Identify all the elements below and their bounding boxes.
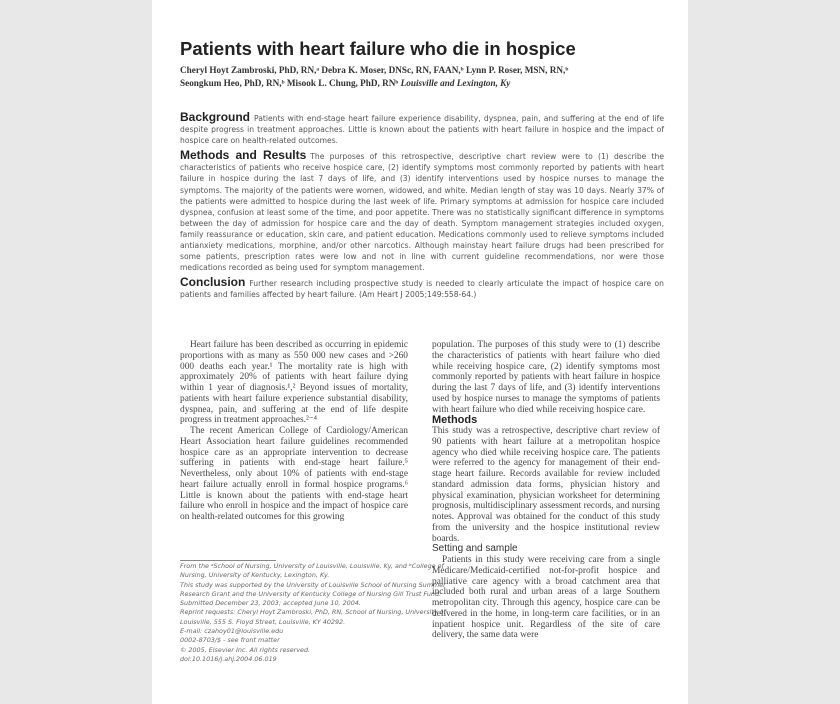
footnote-line: Research Grant and the University of Kentucky College of Nursing Gill Trust Fund. xyxy=(180,589,442,598)
background-text: Patients with end-stage heart failure experience disability, dyspnea, pain, and suffering at the end of life despite progress in treatment approaches. Little is known about the patients with heart failure in hospice and the impact of hospice care on health-related outcomes. xyxy=(180,114,664,146)
footnote-line: Nursing, University of Kentucky, Lexington, Ky. xyxy=(180,571,330,580)
methods-results-heading: Methods and Results xyxy=(180,148,307,163)
footnote-line: Reprint requests: Cheryl Hoyt Zambroski, PhD, RN, School of Nursing, University of xyxy=(180,608,446,617)
conclusion-heading: Conclusion xyxy=(180,275,246,290)
paper-title: Patients with heart failure who die in hospice xyxy=(180,38,576,59)
intro-paragraph-1: Heart failure has been described as occurring in epidemic proportions with as many as 550 000 new cases and >260 000 deaths each year.¹ The mortality rate is high with approximately 20% of patients with heart failure dying within 1 year of diagnosis.¹,² Beyond issues of mortality, patients with heart failure experience substantial disability, dyspnea, pain, and suffering at the end of life despite progress in treatment approaches.²⁻⁴ xyxy=(180,340,408,426)
footnote-line: Louisville, 555 S. Floyd Street, Louisville, KY 40292. xyxy=(180,617,346,626)
body-column-right xyxy=(432,340,660,641)
methods-paragraph: This study was a retrospective, descriptive chart review of 90 patients with heart failure at a metropolitan hospice agency who died while receiving hospice care. The patients were referred to the agency for management of their end-stage heart failure. Records available for review included standard admission data forms, physician history and physical examination, physician worksheet for determining prognosis, multidisciplinary assessment records, and nursing notes. Approval was obtained for the conduct of this study from the university and the hospice institutional review boards. xyxy=(432,426,660,544)
abstract-methods xyxy=(180,150,664,273)
methods-results-text: The purposes of this retrospective, descriptive chart review were to (1) describe the characteristics of patients who receive hospice care, (2) identify symptoms most commonly reported by patients with heart failure in hospice during the last 7 days of life, and (3) identify interventions used by hospice nurses to manage the symptoms. The majority of the patients were women, widowed, and white. Median length of stay was 10 days. Nearly 37% of the patients were admitted to hospice during the last week of life. Primary symptoms at admission for hospice care included dyspnea, confusion at least some of the time, and poor appetite. There was no statistically significant difference in symptoms between the day of admission for hospice care and the day of death. Symptom management strategies included oxygen, family reassurance or education, skin care, and patient education. Medications commonly used to relieve symptoms included antianxiety medications, morphine, and/or other narcotics. Although mainstay heart failure drugs had been prescribed for some patients, prescription rates were low and not in line with current guideline recommendations, nor were those medications recorded as being used for symptom management. xyxy=(180,152,664,273)
abstract-conclusion xyxy=(180,277,664,300)
setting-subsection-heading: Setting and sample xyxy=(432,543,518,555)
authors-names: Seongkum Heo, PhD, RN,ᵇ Misook L. Chung, PhD, RNᵇ xyxy=(180,78,399,88)
abstract xyxy=(180,112,664,305)
footnote-line: 0002-8703/$ - see front matter xyxy=(180,636,280,645)
abstract-background xyxy=(180,112,664,146)
body-column-left xyxy=(180,340,408,523)
authors-line-2 xyxy=(180,77,660,90)
footnote-divider xyxy=(180,560,276,561)
setting-paragraph: Patients in this study were receiving care from a single Medicare/Medicaid-certified not-for-profit hospice and palliative care agency with a broad catchment area that included both rural and urban areas of a large Southern metropolitan city. Through this agency, hospice care can be delivered in the home, in long-term care facilities, or in an inpatient hospice unit. Regardless of the site of care delivery, the same data were xyxy=(432,555,660,641)
authors-affiliation: Louisville and Lexington, Ky xyxy=(400,78,511,88)
authors-line-1: Cheryl Hoyt Zambroski, PhD, RN,ᵃ Debra K. Moser, DNSc, RN, FAAN,ᵇ Lynn P. Roser, MSN, RN,ᵇ xyxy=(180,65,569,75)
intro-paragraph-3: population. The purposes of this study were to (1) describe the characteristics of patients with heart failure who died while receiving hospice care, (2) identify symptoms most commonly reported by patients with heart failure in hospice during the last 7 days of life, and (3) identify interventions used by hospice nurses to manage the symptoms of patients with heart failure who died while receiving hospice care. xyxy=(432,340,660,415)
footnotes xyxy=(180,562,446,664)
footnote-line: From the ᵃSchool of Nursing, University of Louisville, Louisville, Ky, and ᵇCollege of xyxy=(180,562,444,570)
paper-page xyxy=(152,0,688,704)
footnote-line: doi:10.1016/j.ahj.2004.06.019 xyxy=(180,654,277,663)
conclusion-text: Further research including prospective study is needed to clearly articulate the impact of hospice care on patients and families affected by heart failure. (Am Heart J 2005;149:558-64.) xyxy=(180,279,664,300)
footnote-line: E-mail: czahoy01@louisville.edu xyxy=(180,627,284,636)
footnote-line: This study was supported by the University of Louisville School of Nursing Summer xyxy=(180,580,446,589)
author-list xyxy=(180,64,660,90)
footnote-line: Submitted December 23, 2003; accepted June 10, 2004. xyxy=(180,599,361,608)
methods-section-heading: Methods xyxy=(432,414,478,427)
intro-paragraph-2: The recent American College of Cardiology/American Heart Association heart failure guidelines recommended hospice care as an appropriate intervention to decrease suffering in patients with end-stage heart failure.⁵ Nevertheless, only about 10% of patients with end-stage heart failure actually enroll in formal hospice programs.⁶ Little is known about the patients with end-stage heart failure who enroll in hospice and the impact of hospice care on health-related outcomes for this growing xyxy=(180,426,408,522)
background-heading: Background xyxy=(180,110,251,124)
footnote-line: © 2005, Elsevier Inc. All rights reserved. xyxy=(180,645,311,654)
